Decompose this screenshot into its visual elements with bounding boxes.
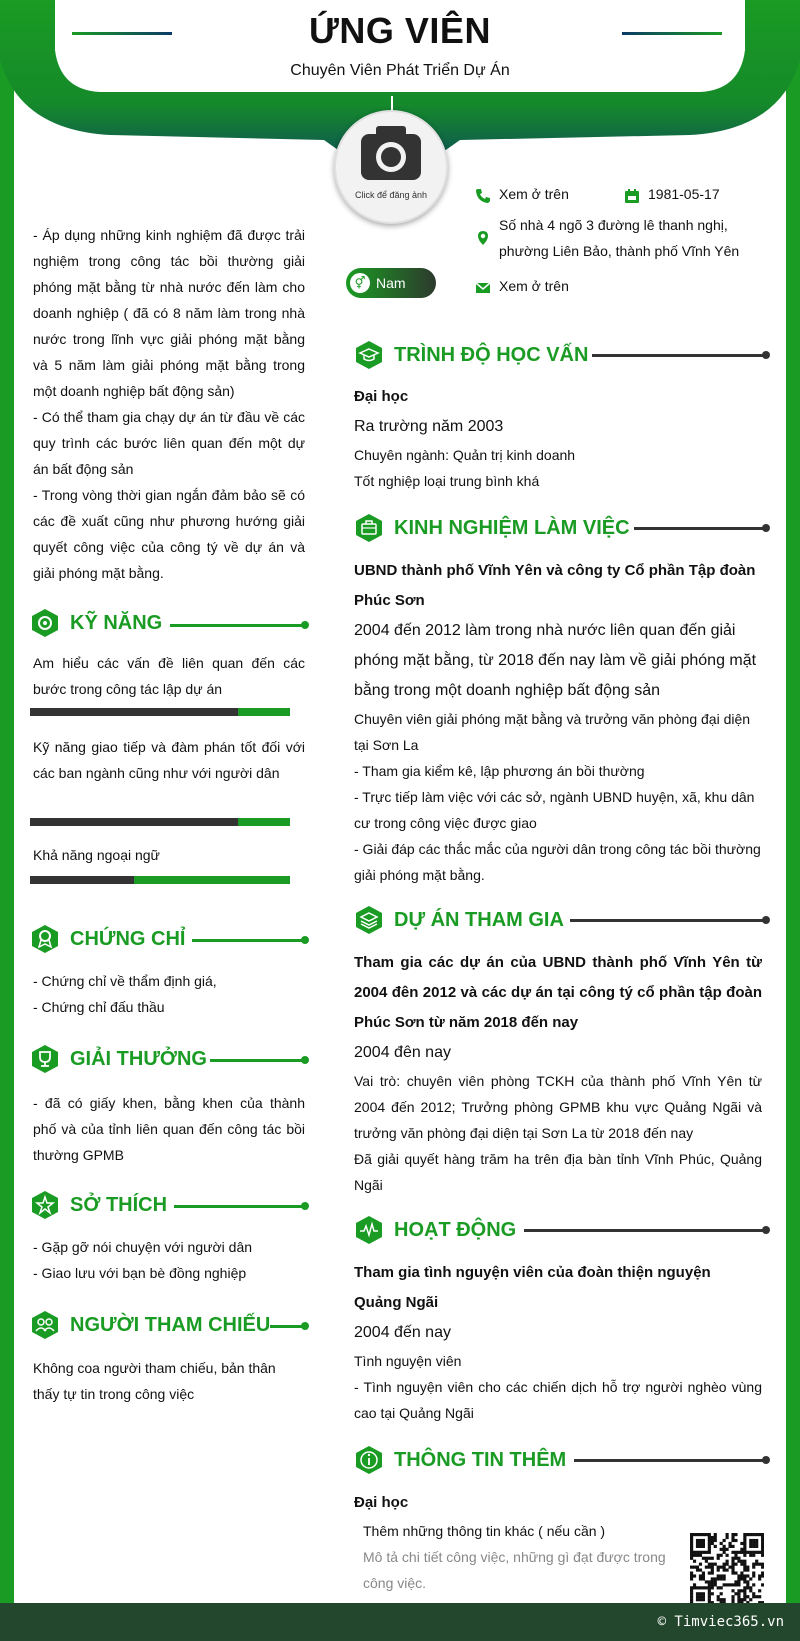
awards-rule	[210, 1059, 302, 1062]
certificates-rule-dot	[301, 936, 309, 944]
phone-icon	[475, 188, 491, 204]
education-rule	[592, 354, 766, 357]
projects-title: DỰ ÁN THAM GIA	[394, 908, 564, 931]
candidate-name[interactable]: ỨNG VIÊN	[309, 10, 491, 51]
awards-title: GIẢI THƯỞNG	[70, 1047, 207, 1070]
education-school: Đại học	[354, 388, 409, 405]
people-icon	[30, 1310, 60, 1340]
projects-heading	[354, 905, 564, 935]
graduation-cap-icon	[354, 340, 384, 370]
activities-title: HOẠT ĐỘNG	[394, 1218, 517, 1241]
calendar-icon	[624, 188, 640, 204]
activity-detail: - Tình nguyện viên cho các chiến dịch hỗ trợ người nghèo vùng cao tại Quảng Ngãi	[354, 1379, 762, 1421]
certificates-list[interactable]	[33, 968, 305, 1020]
hobby-item: - Giao lưu với bạn bè đồng nghiệp	[33, 1265, 247, 1281]
activity-role: Tình nguyện viên	[354, 1353, 462, 1369]
birthday-contact[interactable]	[624, 186, 720, 204]
skills-heading	[30, 608, 162, 638]
education-time: Ra trường năm 2003	[354, 418, 504, 435]
experience-position: Chuyên viên giải phóng mặt bằng và trưởng văn phòng đại diện tại Sơn La	[354, 711, 751, 753]
activities-rule	[524, 1229, 766, 1232]
activity-pulse-icon	[354, 1215, 384, 1245]
education-major: Chuyên ngành: Quản trị kinh doanh	[354, 447, 576, 463]
skill-level-fill	[30, 708, 238, 716]
project-role: Vai trò: chuyên viên phòng TCKH của thành phố Vĩnh Yên từ 2004 đến 2012; Trưởng phòng GPMB khu vực Quảng Ngãi và trưởng văn phòng đại diện tại Sơn La từ 2018 đến nay	[354, 1073, 762, 1141]
references-rule-dot	[301, 1322, 309, 1330]
experience-detail: - Trực tiếp làm việc với các sở, ngành UBND huyện, xã, khu dân cư trong công việc được giao	[354, 789, 755, 831]
experience-heading	[354, 513, 630, 543]
skill-name[interactable]: Am hiểu các vấn đề liên quan đến các bước trong công tác lập dự án	[33, 655, 305, 697]
award-badge-icon	[30, 924, 60, 954]
references-heading	[30, 1310, 270, 1340]
education-rule-dot	[762, 351, 770, 359]
skill-level-fill	[30, 818, 238, 826]
activities-block[interactable]	[354, 1258, 762, 1426]
additional-placeholder[interactable]: Mô tả chi tiết công việc, những gì đạt được trong công việc.	[363, 1549, 666, 1591]
certificates-title: CHỨNG CHỈ	[70, 927, 186, 950]
skill-level-bar	[30, 708, 290, 716]
additional-rule-dot	[762, 1456, 770, 1464]
photo-label: Click để đăng ảnh	[354, 190, 428, 200]
projects-block[interactable]	[354, 948, 762, 1198]
project-time: 2004 đên nay	[354, 1044, 451, 1061]
email-contact[interactable]	[475, 278, 569, 296]
skills-rule	[170, 624, 302, 627]
projects-rule-dot	[762, 916, 770, 924]
activity-time: 2004 đến nay	[354, 1324, 451, 1341]
education-title: TRÌNH ĐỘ HỌC VẤN	[394, 343, 589, 366]
right-frame-border	[786, 0, 800, 1641]
hobbies-rule-dot	[301, 1202, 309, 1210]
gear-icon	[30, 608, 60, 638]
info-icon	[354, 1445, 384, 1475]
experience-rule	[634, 527, 766, 530]
additional-heading	[354, 1445, 566, 1475]
phone-contact[interactable]	[475, 186, 569, 204]
experience-detail: - Tham gia kiểm kê, lập phương án bồi thường	[354, 763, 645, 779]
certificate-item: - Chứng chỉ đấu thầu	[33, 999, 165, 1015]
phone-value: Xem ở trên	[499, 186, 569, 202]
gender-badge[interactable]	[346, 268, 436, 298]
skill-level-bar	[30, 818, 290, 826]
trophy-icon	[30, 1044, 60, 1074]
briefcase-icon	[354, 513, 384, 543]
experience-title: KINH NGHIỆM LÀM VIỆC	[394, 516, 630, 539]
email-value: Xem ở trên	[499, 278, 569, 294]
job-title[interactable]: Chuyên Viên Phát Triển Dự Án	[290, 62, 510, 79]
career-objective[interactable]: - Áp dụng những kinh nghiệm đã được trải nghiệm trong công tác bồi thường giải phóng mặt bằng từ nhà nước đến làm cho doanh nghiệp ( đã có 8 năm làm trong nhà nước trong lĩnh vực giải phóng mặt bằng và 5 năm làm giải phóng mặt bằng trong một doanh nghiệp bất động sản) - Có thể tham gia chạy dự án từ đầu về các quy trình các bước liên quan đến một dự án bất động sản - Trong vòng thời gian ngắn đảm bảo sẽ có các đề xuất cũng như phương hướng giải quyết công việc của công tý về dự án và giải phóng mặt bằng.	[33, 227, 305, 581]
education-grade: Tốt nghiệp loại trung bình khá	[354, 473, 540, 489]
awards-heading	[30, 1044, 207, 1074]
education-heading	[354, 340, 588, 370]
certificate-item: - Chứng chỉ về thẩm định giá,	[33, 973, 217, 989]
activities-heading	[354, 1215, 516, 1245]
activity-name: Tham gia tình nguyện viên của đoàn thiện nguyện Quảng Ngãi	[354, 1264, 711, 1311]
footer-brand[interactable]: © Timviec365.vn	[657, 1614, 784, 1630]
gender-value: Nam	[376, 275, 406, 291]
hobbies-list[interactable]	[33, 1234, 305, 1286]
skill-level-bar	[30, 876, 290, 884]
additional-rule	[574, 1459, 766, 1462]
projects-rule	[570, 919, 766, 922]
avatar-upload[interactable]	[334, 110, 448, 224]
hobbies-heading	[30, 1190, 167, 1220]
experience-block[interactable]	[354, 556, 762, 888]
experience-rule-dot	[762, 524, 770, 532]
education-block[interactable]	[354, 382, 762, 494]
references-rule	[270, 1325, 302, 1328]
location-pin-icon	[475, 230, 491, 246]
skills-title: KỸ NĂNG	[70, 611, 163, 634]
star-icon	[30, 1190, 60, 1220]
skill-name[interactable]: Khả năng ngoại ngữ	[33, 847, 160, 863]
skill-level-fill	[30, 876, 134, 884]
address-contact[interactable]	[475, 212, 765, 264]
awards-rule-dot	[301, 1056, 309, 1064]
hobbies-rule	[174, 1205, 302, 1208]
additional-heading-text: Đại học	[354, 1494, 409, 1511]
awards-text[interactable]: - đã có giấy khen, bằng khen của thành phố và của tỉnh liên quan đến công tác bồi thường GPMB	[33, 1095, 305, 1163]
activities-rule-dot	[762, 1226, 770, 1234]
hobby-item: - Gặp gỡ nói chuyện với người dân	[33, 1239, 253, 1255]
project-name: Tham gia các dự án của UBND thành phố Vĩnh Yên từ 2004 đên 2012 và các dự án tại công tý cổ phần tập đoàn Phúc Sơn từ năm 2018 đến nay	[354, 954, 762, 1031]
birthday-value: 1981-05-17	[648, 186, 720, 202]
address-value: Số nhà 4 ngõ 3 đường lê thanh nghị, phường Liên Bảo, thành phố Vĩnh Yên	[499, 217, 740, 259]
experience-company: UBND thành phố Vĩnh Yên và công ty Cổ phần Tập đoàn Phúc Sơn	[354, 562, 756, 609]
references-title: NGƯỜI THAM CHIẾU	[70, 1313, 271, 1336]
skill-name[interactable]: Kỹ năng giao tiếp và đàm phán tốt đối với các ban ngành cũng như với người dân	[33, 739, 305, 781]
qr-code[interactable]	[690, 1533, 764, 1607]
additional-line: Thêm những thông tin khác ( nếu cần )	[363, 1523, 606, 1539]
camera-icon	[336, 112, 446, 222]
certificates-heading	[30, 924, 185, 954]
experience-time: 2004 đến 2012 làm trong nhà nước liên quan đến giải phóng mặt bằng, từ 2018 đến nay làm về giải phóng mặt bằng trong một doanh nghiệp bất động sản	[354, 622, 757, 699]
email-icon	[475, 280, 491, 296]
certificates-rule	[192, 939, 302, 942]
gender-icon: ⚥	[350, 273, 370, 293]
experience-detail: - Giải đáp các thắc mắc của người dân trong công tác bồi thường giải phóng mặt bằng.	[354, 841, 761, 883]
layers-icon	[354, 905, 384, 935]
project-result: Đã giải quyết hàng trăm ha trên địa bàn tỉnh Vĩnh Phúc, Quảng Ngãi	[354, 1151, 762, 1193]
references-text[interactable]: Không coa người tham chiếu, bản thân thấy tự tin trong công việc	[33, 1360, 276, 1402]
left-frame-border	[0, 0, 14, 1641]
hobbies-title: SỞ THÍCH	[70, 1193, 168, 1216]
skills-rule-dot	[301, 621, 309, 629]
additional-title: THÔNG TIN THÊM	[394, 1448, 567, 1471]
